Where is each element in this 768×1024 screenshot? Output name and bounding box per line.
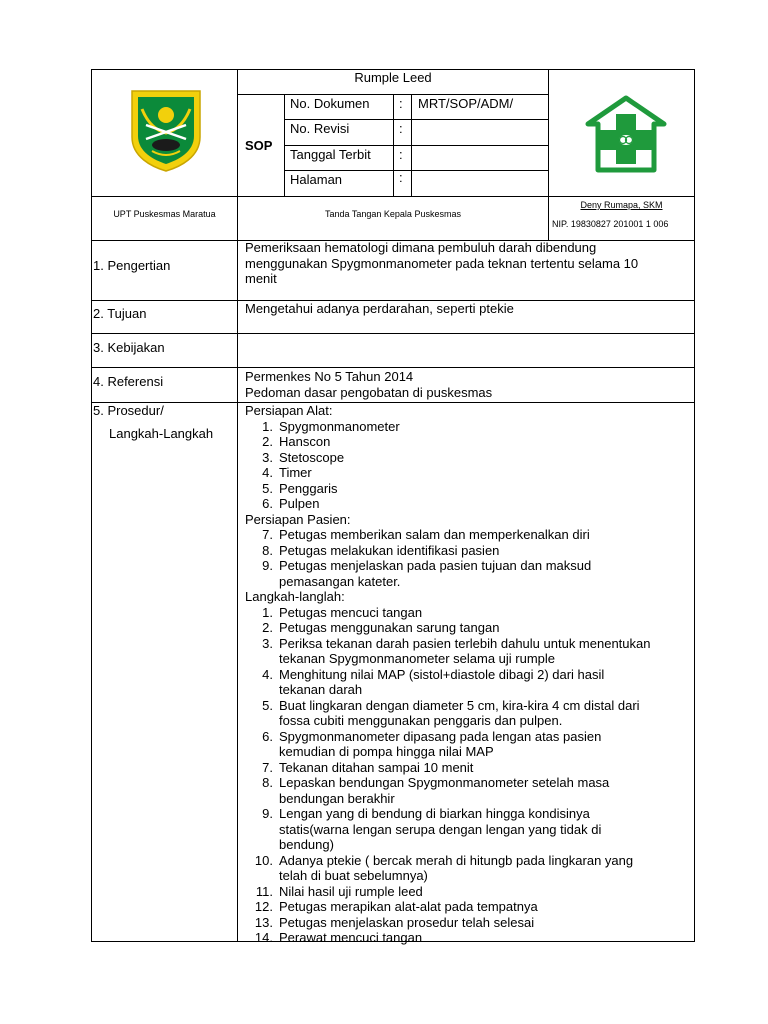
list-item-text: Petugas memberikan salam dan memperkenalkan diri bbox=[279, 527, 590, 542]
list-item bbox=[245, 760, 650, 776]
list-number: 6. bbox=[262, 728, 273, 744]
list-item-text: Tekanan ditahan sampai 10 menit bbox=[279, 759, 474, 775]
list-item-text: Buat lingkaran dengan diameter 5 cm, kira-kira 4 cm distal dari bbox=[279, 697, 640, 713]
tujuan-text: Mengetahui adanya perdarahan, seperti ptekie bbox=[245, 301, 514, 316]
text-line: Permenkes No 5 Tahun 2014 bbox=[245, 369, 414, 384]
list-item bbox=[245, 496, 650, 512]
list-item-text: Spygmonmanometer dipasang pada lengan atas pasien bbox=[279, 728, 602, 744]
list-item-text: Lengan yang di bendung di biarkan hingga kondisinya bbox=[279, 806, 590, 821]
list-number: 1. bbox=[262, 418, 273, 434]
list-item bbox=[245, 527, 650, 543]
list-item-text: Pulpen bbox=[279, 496, 320, 511]
section-label-tujuan: 2. Tujuan bbox=[93, 306, 147, 321]
list-item-text: Petugas merapikan alat-alat pada tempatnya bbox=[279, 899, 538, 914]
list-item bbox=[245, 434, 650, 450]
list-item-text: Lepaskan bendungan Spygmonmanometer setelah masa bbox=[279, 775, 610, 790]
list-item-text: Petugas menjelaskan prosedur telah selesai bbox=[279, 914, 535, 930]
list-number: 7. bbox=[262, 527, 273, 542]
list-item bbox=[245, 605, 650, 621]
list-number: 14. bbox=[254, 930, 273, 945]
list-item bbox=[245, 806, 650, 853]
organization-name: UPT Puskesmas Maratua bbox=[113, 209, 216, 219]
list-item-text: Timer bbox=[279, 465, 312, 480]
signature-label: Tanda Tangan Kepala Puskesmas bbox=[325, 209, 461, 219]
list-number: 11. bbox=[255, 883, 273, 899]
list-item-text: Perawat mencuci tangan bbox=[279, 930, 423, 945]
section-label-referensi: 4. Referensi bbox=[93, 374, 164, 389]
list-item bbox=[245, 698, 650, 729]
field-label-no-dokumen: No. Dokumen bbox=[290, 96, 370, 111]
list-item bbox=[245, 465, 650, 481]
puskesmas-logo bbox=[584, 94, 668, 174]
persiapan-pasien-heading: Persiapan Pasien: bbox=[245, 511, 351, 527]
pasien-list bbox=[245, 527, 650, 589]
text-line: Pemeriksaan hematologi dimana pembuluh darah dibendung bbox=[245, 240, 597, 255]
list-item-text: Penggaris bbox=[279, 480, 338, 496]
list-item bbox=[245, 729, 650, 760]
list-item-text: Petugas melakukan identifikasi pasien bbox=[279, 542, 500, 558]
list-number: 4. bbox=[262, 465, 273, 480]
list-number: 3. bbox=[262, 635, 273, 651]
text-line: Pedoman dasar pengobatan di puskesmas bbox=[245, 384, 493, 400]
list-number: 9. bbox=[262, 806, 273, 821]
list-item-text: Petugas menjelaskan pada pasien tujuan dan maksud bbox=[279, 558, 592, 573]
persiapan-alat-heading: Persiapan Alat: bbox=[245, 403, 333, 418]
list-item-text: telah di buat sebelumnya) bbox=[279, 868, 428, 883]
list-number: 2. bbox=[262, 434, 273, 449]
list-item bbox=[245, 419, 650, 435]
langkah-heading: Langkah-langlah: bbox=[245, 589, 345, 604]
field-sep: : bbox=[399, 170, 403, 185]
list-item bbox=[245, 636, 650, 667]
list-item bbox=[245, 558, 650, 589]
list-number: 6. bbox=[262, 496, 273, 511]
section-label-langkah: Langkah-Langkah bbox=[109, 426, 214, 441]
list-item bbox=[245, 899, 650, 915]
signer-nip: NIP. 19830827 201001 1 006 bbox=[552, 219, 669, 229]
list-item-text: fossa cubiti menggunakan penggaris dan pulpen. bbox=[279, 713, 563, 728]
list-item-text: bendungan berakhir bbox=[279, 790, 395, 806]
list-item-text: Menghitung nilai MAP (sistol+diastole dibagi 2) dari hasil bbox=[279, 666, 605, 682]
list-item-text: bendung) bbox=[279, 837, 334, 852]
list-item bbox=[245, 543, 650, 559]
langkah-list bbox=[245, 605, 650, 946]
alat-list bbox=[245, 419, 650, 512]
list-number: 9. bbox=[262, 558, 273, 573]
list-item-text: Adanya ptekie ( bercak merah di hitungb pada lingkaran yang bbox=[279, 852, 634, 868]
list-item-text: Petugas mencuci tangan bbox=[279, 604, 423, 620]
section-label-prosedur: 5. Prosedur/ bbox=[93, 403, 164, 418]
list-item bbox=[245, 620, 650, 636]
document-title: Rumple Leed bbox=[354, 70, 432, 85]
list-number: 1. bbox=[262, 604, 273, 620]
list-number: 8. bbox=[262, 775, 273, 790]
list-item-text: pemasangan kateter. bbox=[279, 573, 401, 589]
field-value-no-dokumen: MRT/SOP/ADM/ bbox=[418, 96, 514, 111]
list-item-text: Periksa tekanan darah pasien terlebih dahulu untuk menentukan bbox=[279, 635, 651, 651]
list-item bbox=[245, 481, 650, 497]
pengertian-text bbox=[245, 240, 638, 287]
list-item-text: tekanan darah bbox=[279, 682, 363, 697]
field-sep: : bbox=[399, 96, 403, 111]
field-label-tanggal-terbit: Tanggal Terbit bbox=[290, 147, 371, 162]
regency-crest-logo bbox=[130, 89, 202, 173]
list-item-text: statis(warna lengan serupa dengan lengan yang tidak di bbox=[279, 821, 602, 837]
sop-label: SOP bbox=[245, 138, 273, 153]
list-number: 5. bbox=[262, 697, 273, 713]
field-label-halaman: Halaman bbox=[290, 172, 343, 187]
prosedur-content bbox=[245, 403, 650, 946]
section-label-pengertian: 1. Pengertian bbox=[93, 258, 171, 273]
list-item bbox=[245, 884, 650, 900]
list-number: 7. bbox=[262, 759, 273, 775]
list-item-text: kemudian di pompa hingga nilai MAP bbox=[279, 744, 494, 759]
list-number: 13. bbox=[254, 914, 273, 930]
list-item bbox=[245, 450, 650, 466]
field-label-no-revisi: No. Revisi bbox=[290, 121, 350, 136]
referensi-text bbox=[245, 369, 492, 400]
list-item-text: Stetoscope bbox=[279, 449, 345, 465]
list-number: 12. bbox=[254, 899, 273, 914]
list-item bbox=[245, 915, 650, 931]
list-item bbox=[245, 667, 650, 698]
list-item bbox=[245, 853, 650, 884]
list-number: 2. bbox=[262, 620, 273, 635]
list-item-text: Hanscon bbox=[279, 434, 331, 449]
list-number: 5. bbox=[262, 480, 273, 496]
signer-name: Deny Rumapa, SKM bbox=[580, 200, 663, 210]
list-item-text: Nilai hasil uji rumple leed bbox=[279, 883, 423, 899]
list-number: 8. bbox=[262, 542, 273, 558]
list-item-text: tekanan Spygmonmanometer selama uji rumple bbox=[279, 651, 556, 666]
field-sep: : bbox=[399, 147, 403, 162]
list-item bbox=[245, 775, 650, 806]
text-line: menit bbox=[245, 271, 277, 286]
list-number: 4. bbox=[262, 666, 273, 682]
section-label-kebijakan: 3. Kebijakan bbox=[93, 340, 165, 355]
list-number: 3. bbox=[262, 449, 273, 465]
text-line: menggunakan Spygmonmanometer pada teknan tertentu selama 10 bbox=[245, 255, 639, 271]
field-sep: : bbox=[399, 121, 403, 136]
list-item-text: Spygmonmanometer bbox=[279, 418, 400, 434]
list-item bbox=[245, 930, 650, 946]
list-number: 10. bbox=[254, 852, 273, 868]
list-item-text: Petugas menggunakan sarung tangan bbox=[279, 620, 500, 635]
